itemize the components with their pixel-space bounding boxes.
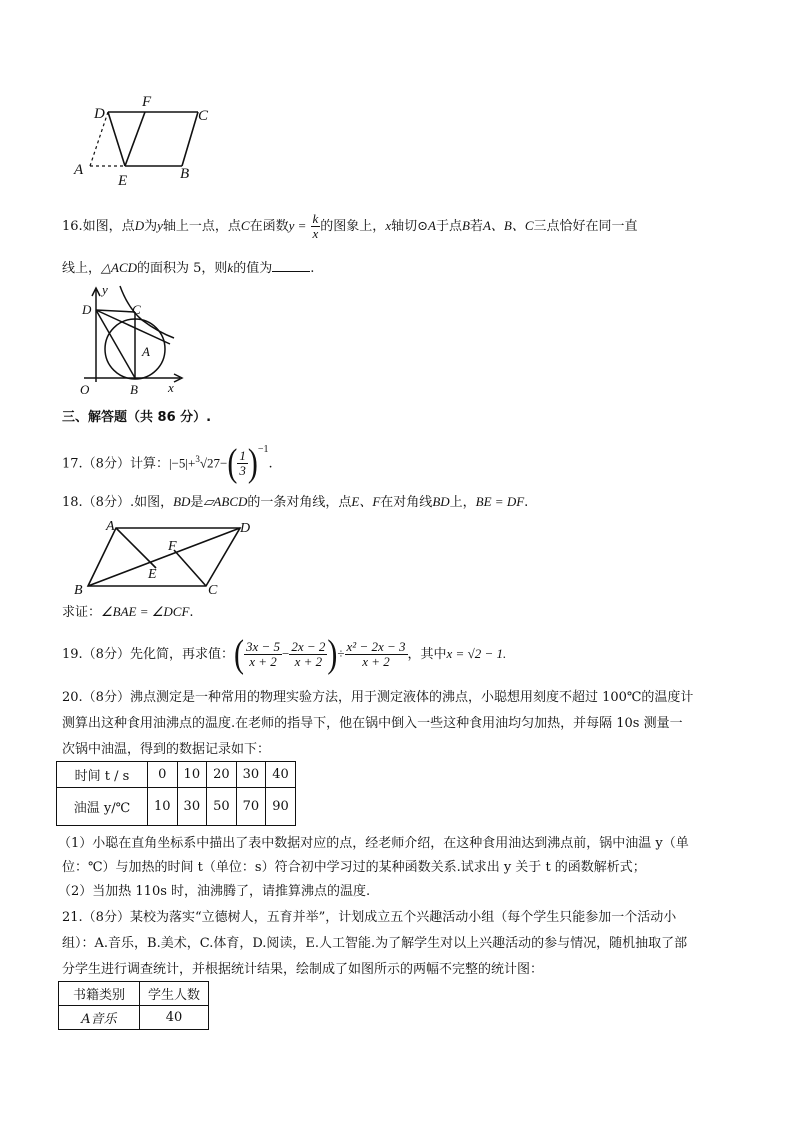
label-C: C — [208, 583, 218, 598]
q17: 17.（8分）计算：|−5|+$^3$√27−( $\frac{1}{3}$ )$^{-1}$. — [62, 441, 273, 485]
q20-sub1-line1: （1）小聪在直角坐标系中描出了表中数据对应的点，经老师介绍，在这种食用油达到沸点前，锅中油温 y（单 — [58, 836, 689, 851]
q21-line2: 组）：A.音乐，B.美术，C.体育，D.阅读，E.人工智能.为了解学生对以上兴趣活动的参与情况，随机抽取了部 — [62, 936, 688, 951]
q21-table — [58, 981, 209, 1030]
label-B: B — [130, 382, 138, 397]
section-heading: 三、解答题（共 86 分）. — [62, 410, 212, 425]
label-C: C — [198, 108, 209, 124]
table-header: 书籍类别 — [59, 982, 140, 1006]
fraction-one-third: $\frac{1}{3}$ — [239, 448, 246, 479]
q20-sub1-line2: 位：℃）与加热的时间 t（单位：s）符合初中学习过的某种函数关系.试求出 y 关于 t 的函数解析式； — [62, 860, 646, 875]
table-cell: A音乐 — [59, 1006, 140, 1030]
label-B: B — [74, 583, 83, 598]
axis-x-label: x — [168, 380, 174, 395]
label-C: C — [132, 302, 141, 317]
q20-line3: 次锅中油温，得到的数据记录如下： — [62, 742, 271, 757]
label-F: F — [142, 94, 152, 110]
label-A: A — [106, 519, 115, 534]
label-E: E — [148, 567, 157, 582]
label-E: E — [118, 173, 128, 189]
label-A: A — [142, 344, 150, 359]
q20-table: 时间 t / s 0 10 20 30 40 油温 y/℃ 10 30 50 70 90 — [56, 761, 296, 826]
fraction-2: $\frac{2x - 2}{x + 2}$ — [291, 639, 326, 669]
label-D: D — [240, 521, 251, 536]
label-O: O — [80, 382, 90, 397]
fraction-k-over-x: $\frac{k}{x}$ — [312, 211, 319, 241]
q18-line1: 18.（8分）.如图，BD是▱ABCD的一条对角线，点E、F在对角线BD上，BE = DF. — [62, 494, 529, 510]
table-row-label: 油温 y/℃ — [57, 788, 148, 826]
answer-blank — [272, 259, 310, 272]
q21-line3: 分学生进行调查统计，并根据统计结果，绘制成了如图所示的两幅不完整的统计图： — [62, 962, 544, 977]
label-F: F — [168, 539, 177, 554]
fraction-3: $\frac{\text{x² − 2x − 3}}{x + 2}$ — [346, 639, 406, 669]
table-row-label: 时间 t / s — [57, 762, 148, 788]
figure-q15 — [70, 90, 220, 190]
label-D: D — [94, 106, 105, 122]
table-cell: 40 — [140, 1006, 209, 1030]
label-B: B — [180, 166, 190, 182]
figure-q18 — [70, 516, 260, 600]
q19: 19.（8分）先化简，再求值：( $\frac{3x - 5}{x + 2}$ − $\frac{2x - 2}{x + 2}$ )÷ $\frac{\text{x² − 2x − 3}}{x + 2}$ ，其中x = √2 − 1. — [62, 632, 507, 676]
q20-line2: 测算出这种食用油沸点的温度.在老师的指导下，他在锅中倒入一些这种食用油均匀加热，并每隔 10s 测量一 — [62, 716, 683, 731]
label-A: A — [74, 162, 84, 178]
label-D: D — [82, 302, 92, 317]
figure-q16 — [70, 282, 190, 400]
q20-sub2: （2）当加热 110s 时，油沸腾了，请推算沸点的温度. — [58, 884, 371, 899]
q16-line2: 线上，△ACD的面积为 5，则k的值为 . — [62, 260, 315, 276]
table-header: 学生人数 — [140, 982, 209, 1006]
q16-line1: 16.如图，点D为y轴上一点，点C在函数y = $\frac{k}{x}$ 的图象上，x轴切⊙A于点B若A、B、C三点恰好在同一直 — [62, 211, 638, 241]
q20-line1: 20.（8分）沸点测定是一种常用的物理实验方法，用于测定液体的沸点，小聪想用刻度不超过 100℃的温度计 — [62, 690, 694, 705]
q21-line1: 21.（8分）某校为落实“立德树人，五育并举”，计划成立五个兴趣活动小组（每个学生只能参加一个活动小 — [62, 910, 677, 925]
q18-prove: 求证：∠BAE = ∠DCF. — [62, 604, 194, 620]
fraction-1: $\frac{3x - 5}{x + 2}$ — [245, 639, 280, 669]
axis-y-label: y — [102, 282, 108, 297]
